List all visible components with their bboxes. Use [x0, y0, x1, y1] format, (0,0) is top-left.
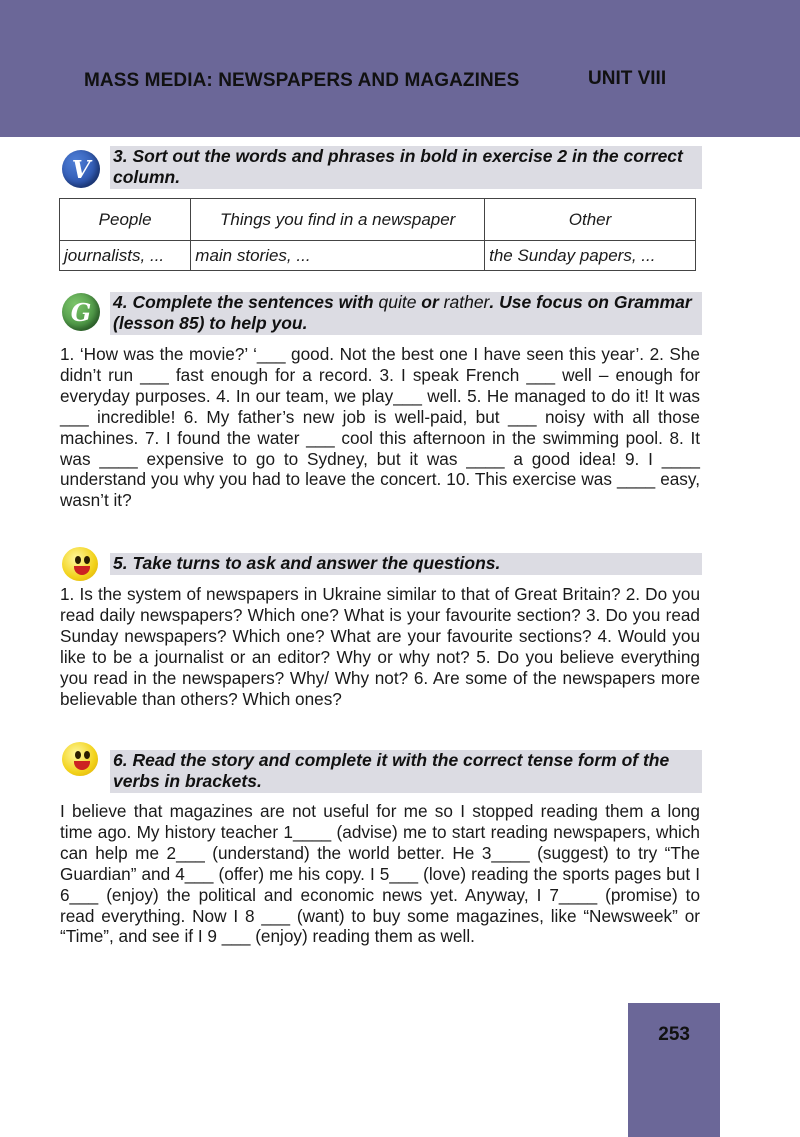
sort-table: [59, 198, 696, 271]
column-header-people: People: [60, 199, 191, 241]
unit-label: UNIT VIII: [588, 68, 667, 89]
table-cell: journalists, ...: [60, 241, 191, 271]
page-title: MASS MEDIA: NEWSPAPERS AND MAGAZINES: [84, 70, 520, 91]
task4-heading: [110, 292, 702, 335]
task6-text: I believe that magazines are not useful for me so I stopped reading them a long time ago. My history teacher 1____ (advise) me to start reading newspapers, which can help me 2___ (understand) the world better. He 3____ (suggest) to try “The Guardian” and 4___ (offer) me his copy. I 5___ (love) reading the sports pages but I 6___ (enjoy) the political and economic news yet. Anyway, I 7____ (promise) to read everything. Now I 8 ___ (want) to buy some magazines, like “Newsweek” or “Time”, and see if I 9 ___ (enjoy) reading them as well.: [60, 801, 700, 947]
task4-heading-part: 4. Complete the sentences with: [113, 292, 379, 312]
table-cell: main stories, ...: [191, 241, 485, 271]
task4-text: 1. ‘How was the movie?’ ‘___ good. Not the best one I have seen this year’. 2. She didn’t run ___ fast enough for a record. 3. I speak French ___ well – enough for everyday purposes. 4. In our team, we play___ well. 5. He managed to do it! It was ___ incredible! 6. My father’s new job is well-paid, but ___ noisy with all those machines. 7. I found the water ___ cool this afternoon in the swimming pool. 8. It was ____ expensive to go to Sydney, but it was ____ a good idea! 9. I ____ understand you why you had to leave the concert. 10. This exercise was ____ easy, wasn’t it?: [60, 344, 700, 511]
task6-heading: 6. Read the story and complete it with the correct tense form of the verbs in brackets.: [110, 750, 702, 793]
task4-heading-part: . Use focus on Grammar (lesson 85) to help you.: [113, 292, 692, 333]
table-cell: the Sunday papers, ...: [485, 241, 696, 271]
task3-heading: 3. Sort out the words and phrases in bold in exercise 2 in the correct column.: [110, 146, 702, 189]
reading-smiley-icon: [62, 742, 98, 776]
task5-text: 1. Is the system of newspapers in Ukraine similar to that of Great Britain? 2. Do you read daily newspapers? Which one? What is your favourite section? 3. Do you read Sunday newspapers? Which one? What are your favourite sections? 4. Would you like to be a journalist or an editor? Why or why not? 5. Do you believe everything you read in the newspapers? Why/ Why not? 6. Are some of the newspapers more believable than others? Which ones?: [60, 584, 700, 709]
header-band: [0, 0, 800, 137]
page-number: 253: [658, 1024, 690, 1045]
word-rather: rather: [443, 292, 490, 312]
task4-heading-part: or: [416, 292, 444, 312]
column-header-things: Things you find in a newspaper: [191, 199, 485, 241]
word-quite: quite: [378, 292, 417, 312]
vocabulary-icon: V: [62, 150, 100, 188]
grammar-icon: G: [62, 293, 100, 331]
speaking-smiley-icon: [62, 547, 98, 581]
column-header-other: Other: [485, 199, 696, 241]
task5-heading: 5. Take turns to ask and answer the questions.: [110, 553, 702, 575]
